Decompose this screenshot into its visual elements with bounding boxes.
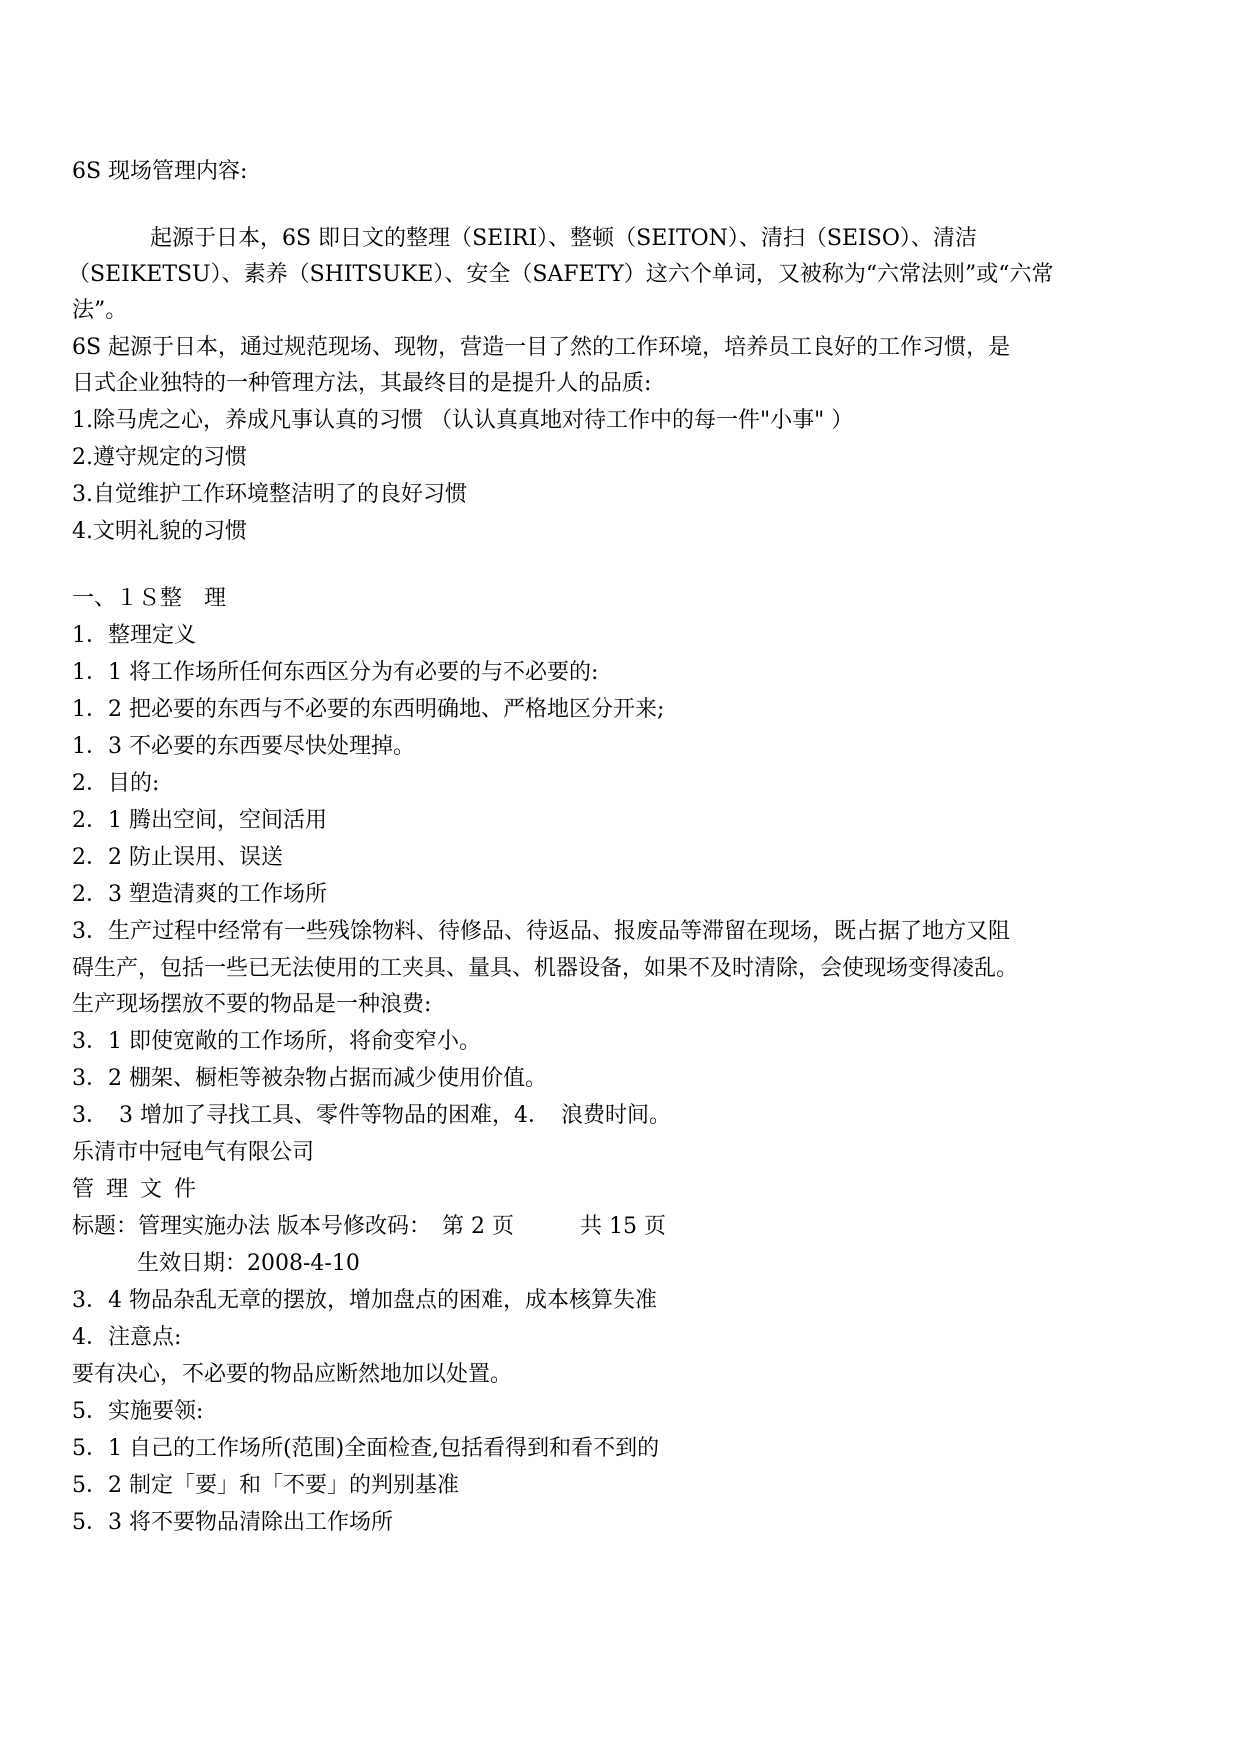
intro-line-4: 6S 起源于日本，通过规范现场、现物，营造一目了然的工作环境，培养员工良好的工作习惯，是 xyxy=(72,335,1011,360)
section-title: 一、１Ｓ整 理 xyxy=(72,586,227,611)
section-item: 1．3 不必要的东西要尽快处理掉。 xyxy=(72,734,415,759)
continuation-item: 5．1 自己的工作场所(范围)全面检查,包括看得到和看不到的 xyxy=(72,1436,660,1461)
section-item: 1．2 把必要的东西与不必要的东西明确地、严格地区分开来; xyxy=(72,697,665,722)
doc-type: 管理文件 xyxy=(72,1177,209,1202)
goal-item: 3.自觉维护工作环境整洁明了的良好习惯 xyxy=(72,482,467,507)
effective-date: 生效日期：2008-4-10 xyxy=(137,1251,360,1276)
company-name: 乐清市中冠电气有限公司 xyxy=(72,1140,315,1165)
section-item: 2．目的: xyxy=(72,771,160,796)
section-item: 1．1 将工作场所任何东西区分为有必要的与不必要的: xyxy=(72,660,599,685)
continuation-item: 4．注意点: xyxy=(72,1325,182,1350)
continuation-item: 5．2 制定「要」和「不要」的判别基准 xyxy=(72,1473,459,1498)
intro-line-3: 法”。 xyxy=(72,298,128,323)
section-item: 2．1 腾出空间，空间活用 xyxy=(72,808,327,833)
continuation-item: 要有决心，不必要的物品应断然地加以处置。 xyxy=(72,1362,513,1387)
document-heading: 6S 现场管理内容: xyxy=(72,159,248,184)
doc-title-line: 标题：管理实施办法 版本号修改码： 第 2 页 共 15 页 xyxy=(72,1214,666,1239)
intro-line-1: 起源于日本，6S 即日文的整理（SEIRI）、整顿（SEITON）、清扫（SEISO）、清洁 xyxy=(150,226,977,251)
section-item: 2．3 塑造清爽的工作场所 xyxy=(72,882,327,907)
paragraph-line: 3．生产过程中经常有一些残馀物料、待修品、待返品、报废品等滞留在现场，既占据了地方又阻 xyxy=(72,919,1011,944)
continuation-item: 5．3 将不要物品清除出工作场所 xyxy=(72,1510,393,1535)
goal-item: 1.除马虎之心，养成凡事认真的习惯 （认认真真地对待工作中的每一件"小事" ） xyxy=(72,408,854,433)
waste-item: 3．1 即使宽敞的工作场所，将俞变窄小。 xyxy=(72,1029,481,1054)
paragraph-line: 生产现场摆放不要的物品是一种浪费: xyxy=(72,992,432,1017)
continuation-item: 5．实施要领: xyxy=(72,1399,204,1424)
goal-item: 2.遵守规定的习惯 xyxy=(72,445,247,470)
intro-line-5: 日式企业独特的一种管理方法，其最终目的是提升人的品质: xyxy=(72,371,652,396)
continuation-item: 3．4 物品杂乱无章的摆放，增加盘点的困难，成本核算失准 xyxy=(72,1288,657,1313)
goal-item: 4.文明礼貌的习惯 xyxy=(72,519,247,544)
section-item: 2．2 防止误用、误送 xyxy=(72,845,283,870)
section-item: 1．整理定义 xyxy=(72,623,196,648)
paragraph-line: 碍生产，包括一些已无法使用的工夹具、量具、机器设备，如果不及时清除，会使现场变得凌乱。 xyxy=(72,956,1019,981)
waste-item: 3． 3 增加了寻找工具、零件等物品的困难，4． 浪费时间。 xyxy=(72,1103,671,1128)
intro-line-2: （SEIKETSU）、素养（SHITSUKE）、安全（SAFETY）这六个单词，又被称为“六常法则”或“六常 xyxy=(68,262,1054,287)
waste-item: 3．2 棚架、橱柜等被杂物占据而减少使用价值。 xyxy=(72,1066,547,1091)
